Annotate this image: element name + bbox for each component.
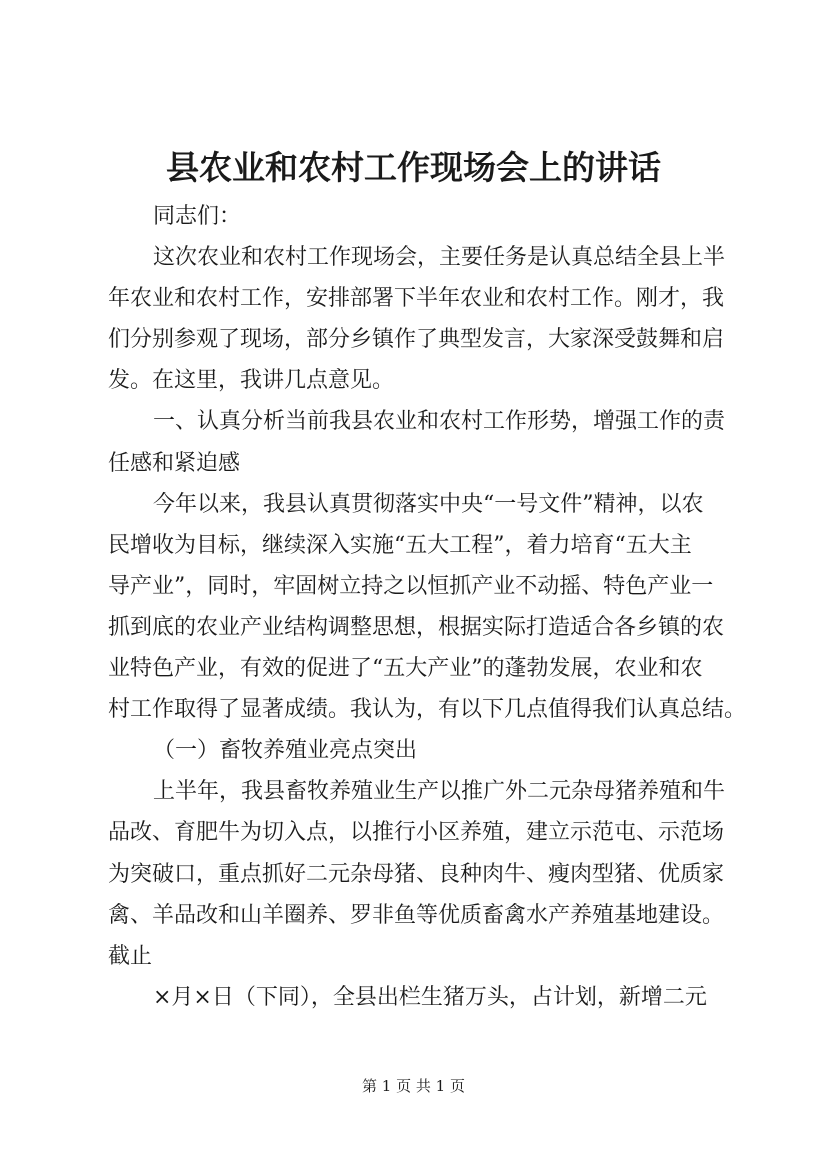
text-line: 导产业”，同时，牢固树立持之以恒抓产业不动摇、特色产业一 (108, 573, 714, 599)
text-line: 为突破口，重点抓好二元杂母猪、良种肉牛、瘦肉型猪、优质家 (108, 861, 725, 887)
text-line: 截止 (108, 943, 153, 969)
text-line: 同志们： (153, 204, 242, 229)
text-line: 禽、羊品改和山羊圈养、罗非鱼等优质畜禽水产养殖基地建设。 (108, 902, 725, 928)
text-line: 今年以来，我县认真贯彻落实中央“一号文件”精神，以农 (153, 491, 704, 517)
section-heading-line: 任感和紧迫感 (108, 450, 241, 476)
text-line: 这次农业和农村工作现场会，主要任务是认真总结全县上半 (153, 245, 726, 271)
text-line: 上半年，我县畜牧养殖业生产以推广外二元杂母猪养殖和牛 (153, 779, 726, 805)
text-line: 民增收为目标，继续深入实施“五大工程”，着力培育“五大主 (108, 532, 692, 558)
text-line: 抓到底的农业产业结构调整思想，根据实际打造适合各乡镇的农 (108, 614, 725, 640)
document-body (108, 196, 748, 1018)
body-text (108, 196, 748, 1018)
text-line: 发。在这里，我讲几点意见。 (108, 368, 395, 394)
text-line: ×月×日（下同），全县出栏生猪万头，占计划，新增二元 (153, 984, 707, 1010)
text-line: 年农业和农村工作，安排部署下半年农业和农村工作。刚才，我 (108, 286, 725, 312)
document-title: 县农业和农村工作现场会上的讲话 (166, 148, 661, 187)
text-line: 村工作取得了显著成绩。我认为，有以下几点值得我们认真总结。 (108, 697, 747, 723)
subsection-heading-line: （一）畜牧养殖业亮点突出 (153, 738, 418, 764)
text-line: 们分别参观了现场，部分乡镇作了典型发言，大家深受鼓舞和启 (108, 327, 725, 353)
page-footer: 第 1 页 共 1 页 (362, 1077, 465, 1095)
text-line: 品改、育肥牛为切入点，以推行小区养殖，建立示范屯、示范场 (108, 820, 725, 846)
text-line: 业特色产业，有效的促进了“五大产业”的蓬勃发展，农业和农 (108, 656, 703, 682)
section-heading-line: 一、认真分析当前我县农业和农村工作形势，增强工作的责 (153, 409, 726, 435)
